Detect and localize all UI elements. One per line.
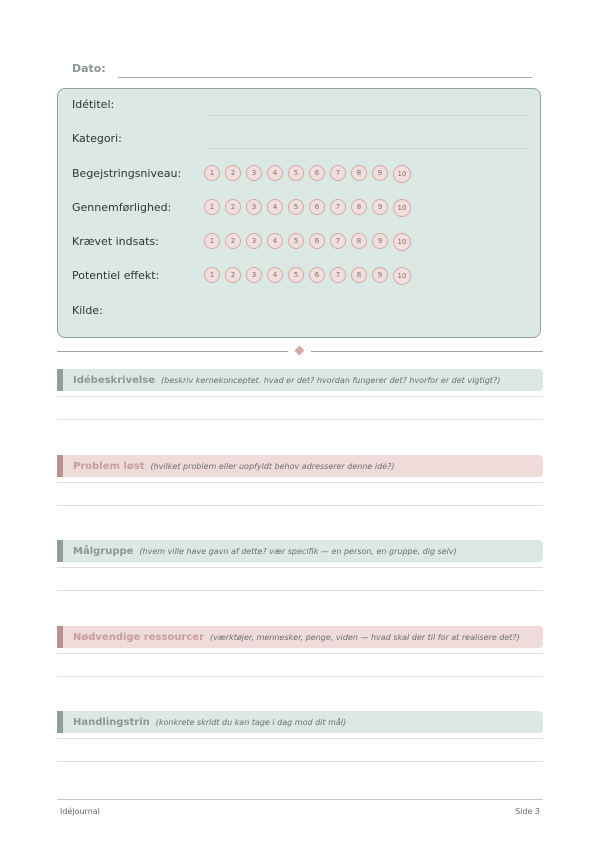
section-hint: (hvem ville have gavn af dette? vær specifik — en person, en gruppe, dig selv) xyxy=(139,546,457,556)
rating-circle[interactable]: 5 xyxy=(288,233,304,249)
rating-circle[interactable]: 3 xyxy=(246,233,262,249)
idea-title-label: Idétitel: xyxy=(72,98,115,111)
rating-scale-feasibility xyxy=(204,199,411,217)
writing-line[interactable] xyxy=(57,567,543,568)
rating-label-feasibility: Gennemførlighed: xyxy=(72,201,172,214)
rating-label-impact: Potentiel effekt: xyxy=(72,269,160,282)
rating-label-effort: Krævet indsats: xyxy=(72,235,159,248)
divider-left xyxy=(57,351,288,352)
section-hint: (hvilket problem eller uopfyldt behov adresserer denne idé?) xyxy=(150,461,395,471)
section-idea-description xyxy=(57,369,543,391)
category-line[interactable] xyxy=(208,148,528,149)
section-header xyxy=(57,711,543,733)
writing-line[interactable] xyxy=(57,738,543,739)
rating-circle[interactable]: 3 xyxy=(246,165,262,181)
footer-rule xyxy=(57,799,543,800)
section-hint: (konkrete skridt du kan tage i dag mod dit mål) xyxy=(155,717,347,727)
section-title: Handlingstrin xyxy=(73,716,150,728)
section-problem-solved xyxy=(57,455,543,477)
section-title: Idébeskrivelse xyxy=(73,374,156,386)
rating-circle[interactable]: 5 xyxy=(288,199,304,215)
rating-circle[interactable]: 4 xyxy=(267,233,283,249)
section-resources xyxy=(57,626,543,648)
rating-circle[interactable]: 1 xyxy=(204,267,220,283)
section-hint: (beskriv kernekonceptet. hvad er det? hvordan fungerer det? hvorfor er det vigtigt?) xyxy=(161,375,501,385)
rating-scale-effort xyxy=(204,233,411,251)
section-target-group xyxy=(57,540,543,562)
rating-circle[interactable]: 4 xyxy=(267,165,283,181)
rating-circle[interactable]: 10 xyxy=(393,267,411,285)
date-row xyxy=(72,62,532,80)
rating-circle[interactable]: 10 xyxy=(393,199,411,217)
rating-circle[interactable]: 6 xyxy=(309,267,325,283)
rating-circle[interactable]: 6 xyxy=(309,165,325,181)
rating-circle[interactable]: 4 xyxy=(267,267,283,283)
rating-circle[interactable]: 2 xyxy=(225,199,241,215)
rating-circle[interactable]: 2 xyxy=(225,267,241,283)
rating-circle[interactable]: 10 xyxy=(393,165,411,183)
rating-circle[interactable]: 1 xyxy=(204,233,220,249)
writing-line[interactable] xyxy=(57,505,543,506)
idea-info-card xyxy=(57,88,541,338)
section-title: Nødvendige ressourcer xyxy=(73,631,205,643)
rating-circle[interactable]: 6 xyxy=(309,199,325,215)
section-header xyxy=(57,626,543,648)
rating-scale-excitement xyxy=(204,165,411,183)
rating-circle[interactable]: 3 xyxy=(246,199,262,215)
source-label: Kilde: xyxy=(72,304,103,317)
section-header xyxy=(57,455,543,477)
writing-line[interactable] xyxy=(57,761,543,762)
rating-circle[interactable]: 7 xyxy=(330,165,346,181)
rating-circle[interactable]: 4 xyxy=(267,199,283,215)
writing-line[interactable] xyxy=(57,676,543,677)
section-title: Problem løst xyxy=(73,460,145,472)
writing-line[interactable] xyxy=(57,653,543,654)
section-header xyxy=(57,369,543,391)
writing-line[interactable] xyxy=(57,482,543,483)
section-hint: (værktøjer, mennesker, penge, viden — hvad skal der til for at realisere det?) xyxy=(210,632,520,642)
rating-circle[interactable]: 2 xyxy=(225,233,241,249)
rating-label-excitement: Begejstringsniveau: xyxy=(72,167,182,180)
diamond-ornament-icon xyxy=(295,346,305,356)
rating-scale-impact xyxy=(204,267,411,285)
footer-page-number: Side 3 xyxy=(515,807,540,816)
date-input-line[interactable] xyxy=(118,77,532,78)
rating-circle[interactable]: 9 xyxy=(372,267,388,283)
rating-circle[interactable]: 8 xyxy=(351,233,367,249)
rating-circle[interactable]: 2 xyxy=(225,165,241,181)
writing-line[interactable] xyxy=(57,419,543,420)
rating-circle[interactable]: 10 xyxy=(393,233,411,251)
writing-line[interactable] xyxy=(57,396,543,397)
rating-circle[interactable]: 9 xyxy=(372,165,388,181)
date-label: Dato: xyxy=(72,62,106,75)
rating-circle[interactable]: 3 xyxy=(246,267,262,283)
rating-circle[interactable]: 5 xyxy=(288,165,304,181)
rating-circle[interactable]: 9 xyxy=(372,233,388,249)
rating-circle[interactable]: 7 xyxy=(330,233,346,249)
divider-right xyxy=(311,351,543,352)
rating-circle[interactable]: 6 xyxy=(309,233,325,249)
rating-circle[interactable]: 8 xyxy=(351,199,367,215)
rating-circle[interactable]: 5 xyxy=(288,267,304,283)
rating-circle[interactable]: 1 xyxy=(204,165,220,181)
idea-title-line[interactable] xyxy=(208,115,528,116)
writing-line[interactable] xyxy=(57,590,543,591)
rating-circle[interactable]: 8 xyxy=(351,165,367,181)
rating-circle[interactable]: 7 xyxy=(330,199,346,215)
rating-circle[interactable]: 9 xyxy=(372,199,388,215)
rating-circle[interactable]: 7 xyxy=(330,267,346,283)
rating-circle[interactable]: 8 xyxy=(351,267,367,283)
footer-journal-name: Idéjournal xyxy=(60,807,100,816)
category-label: Kategori: xyxy=(72,132,122,145)
section-action-steps xyxy=(57,711,543,733)
section-header xyxy=(57,540,543,562)
rating-circle[interactable]: 1 xyxy=(204,199,220,215)
section-title: Målgruppe xyxy=(73,545,134,557)
